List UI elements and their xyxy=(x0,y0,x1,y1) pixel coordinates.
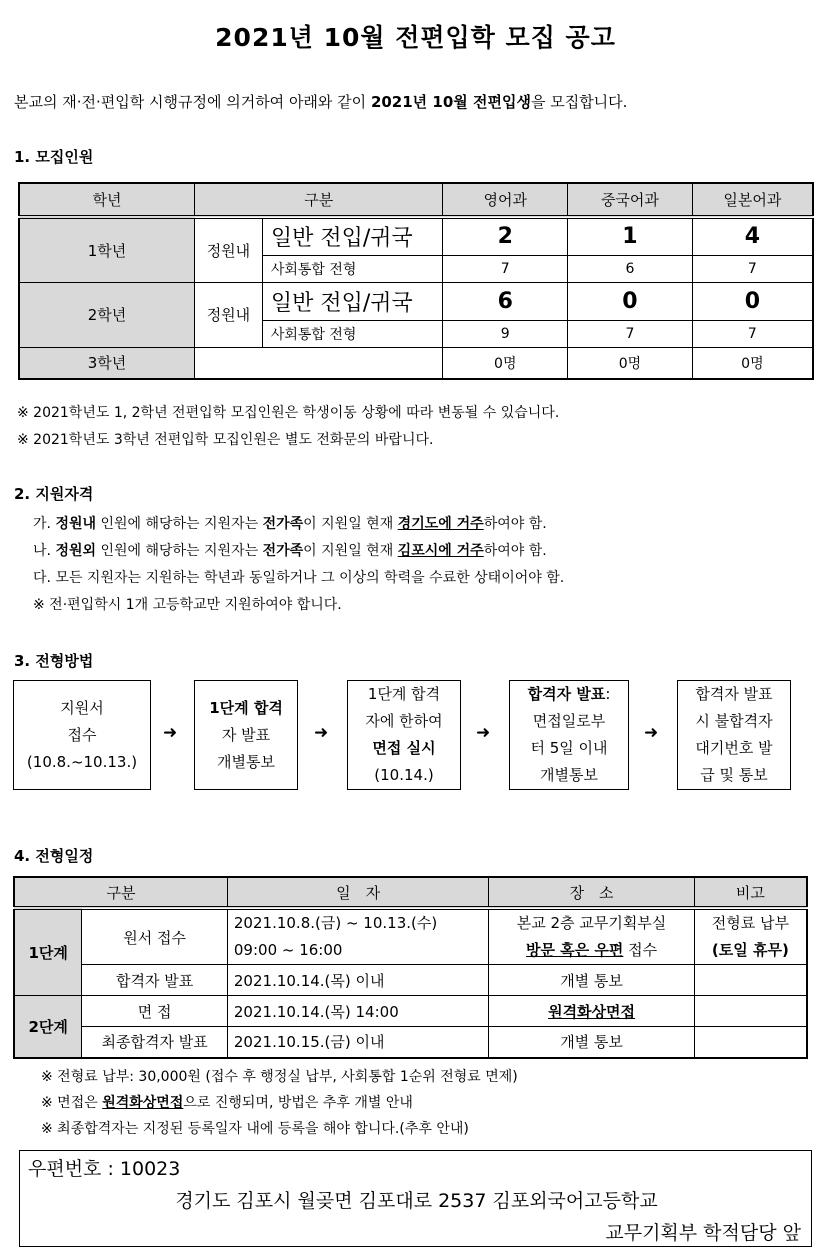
qualification-line-3: 다. 모든 지원자는 지원하는 학년과 동일하거나 그 이상의 학력을 수료한 상태이어야 함. xyxy=(33,570,565,586)
grade2-general-chinese: 0 xyxy=(568,282,693,320)
grade-1: 1학년 xyxy=(19,217,195,282)
process-box-3: 1단계 합격 자에 한하여 면접 실시 (10.14.) xyxy=(347,680,461,790)
section2-heading: 2. 지원자격 xyxy=(14,485,94,503)
header-chinese: 중국어과 xyxy=(568,183,693,217)
schedule-header-note: 비고 xyxy=(694,877,807,908)
grade2-social-english: 9 xyxy=(443,320,568,347)
grade-3: 3학년 xyxy=(19,347,195,379)
section1-heading: 1. 모집인원 xyxy=(14,148,94,166)
grade1-group: 정원내 xyxy=(195,217,263,282)
grade2-social-chinese: 7 xyxy=(568,320,693,347)
intro-pre: 본교의 재·전·편입학 시행규정에 의거하여 아래와 같이 xyxy=(14,93,371,111)
process-box-1: 지원서 접수 (10.8.~10.13.) xyxy=(13,680,151,790)
process-box-4: 합격자 발표: 면접일로부 터 5일 이내 개별통보 xyxy=(509,680,629,790)
application-date: 2021.10.8.(금) ~ 10.13.(수) 09:00 ~ 16:00 xyxy=(227,908,488,965)
application-note: 전형료 납부 (토일 휴무) xyxy=(694,908,807,965)
address-line: 경기도 김포시 월곶면 김포대로 2537 김포외국어고등학교 xyxy=(175,1190,658,1212)
section4-note-2: ※ 면접은 원격화상면접으로 진행되며, 방법은 추후 개별 안내 xyxy=(41,1095,413,1111)
grade1-social-chinese: 6 xyxy=(568,255,693,282)
section4-note-1: ※ 전형료 납부: 30,000원 (접수 후 행정실 납부, 사회통합 1순위 전형료 면제) xyxy=(41,1069,518,1085)
grade1-social-english: 7 xyxy=(443,255,568,282)
qualification-line-2: 나. 정원외 인원에 해당하는 지원자는 전가족이 지원일 현재 김포시에 거주하여야 함. xyxy=(33,543,547,559)
qualification-line-1: 가. 정원내 인원에 해당하는 지원자는 전가족이 지원일 현재 경기도에 거주하여야 함. xyxy=(33,516,547,532)
stage-1: 1단계 xyxy=(14,908,82,996)
grade2-social-japanese: 7 xyxy=(692,320,813,347)
final-date: 2021.10.15.(금) 이내 xyxy=(227,1027,488,1058)
grade3-chinese: 0명 xyxy=(568,347,693,379)
interview-label: 면 접 xyxy=(82,996,228,1027)
grade1-type-social: 사회통합 전형 xyxy=(262,255,443,282)
intro-post: 을 모집합니다. xyxy=(530,93,628,111)
process-box-2: 1단계 합격 자 발표 개별통보 xyxy=(194,680,298,790)
final-label: 최종합격자 발표 xyxy=(82,1027,228,1058)
header-category: 구분 xyxy=(195,183,443,217)
grade3-empty xyxy=(195,347,443,379)
zip-code: 우편번호 : 10023 xyxy=(28,1158,181,1180)
section4-note-3: ※ 최종합격자는 지정된 등록일자 내에 등록을 해야 합니다.(추후 안내) xyxy=(41,1121,469,1137)
interview-note xyxy=(694,996,807,1027)
header-grade: 학년 xyxy=(19,183,195,217)
grade2-general-japanese: 0 xyxy=(692,282,813,320)
section3-heading: 3. 전형방법 xyxy=(14,652,94,670)
grade3-english: 0명 xyxy=(443,347,568,379)
grade2-group: 정원내 xyxy=(195,282,263,347)
schedule-table xyxy=(13,876,808,1059)
arrow-icon: ➜ xyxy=(314,723,329,743)
grade1-general-chinese: 1 xyxy=(568,217,693,255)
final-place: 개별 통보 xyxy=(489,1027,694,1058)
header-japanese: 일본어과 xyxy=(692,183,813,217)
application-label: 원서 접수 xyxy=(82,908,228,965)
schedule-header-date: 일 자 xyxy=(227,877,488,908)
arrow-icon: ➜ xyxy=(163,723,178,743)
arrow-icon: ➜ xyxy=(476,723,491,743)
intro-bold: 2021년 10월 전편입생 xyxy=(370,93,531,111)
result1-note xyxy=(694,965,807,996)
result1-date: 2021.10.14.(목) 이내 xyxy=(227,965,488,996)
grade1-type-general: 일반 전입/귀국 xyxy=(262,217,443,255)
interview-place: 원격화상면접 xyxy=(489,996,694,1027)
application-place: 본교 2층 교무기획부실 방문 혹은 우편 접수 xyxy=(489,908,694,965)
grade1-general-japanese: 4 xyxy=(692,217,813,255)
schedule-header-category: 구분 xyxy=(14,877,227,908)
interview-date: 2021.10.14.(목) 14:00 xyxy=(227,996,488,1027)
final-note xyxy=(694,1027,807,1058)
grade2-general-english: 6 xyxy=(443,282,568,320)
page-title: 2021년 10월 전편입학 모집 공고 xyxy=(215,23,616,52)
recruitment-table xyxy=(18,182,814,380)
section4-heading: 4. 전형일정 xyxy=(14,847,94,865)
qualification-line-4: ※ 전·편입학시 1개 고등학교만 지원하여야 합니다. xyxy=(33,597,342,613)
result1-place: 개별 통보 xyxy=(489,965,694,996)
arrow-icon: ➜ xyxy=(644,723,659,743)
process-box-5: 합격자 발표 시 불합격자 대기번호 발 급 및 통보 xyxy=(677,680,791,790)
address-recipient: 교무기획부 학적담당 앞 xyxy=(605,1222,801,1244)
stage-2: 2단계 xyxy=(14,996,82,1058)
grade2-type-general: 일반 전입/귀국 xyxy=(262,282,443,320)
section1-note-2: ※ 2021학년도 3학년 전편입학 모집인원은 별도 전화문의 바랍니다. xyxy=(17,432,434,448)
schedule-header-place: 장 소 xyxy=(489,877,694,908)
grade1-general-english: 2 xyxy=(443,217,568,255)
section1-note-1: ※ 2021학년도 1, 2학년 전편입학 모집인원은 학생이동 상황에 따라 변동될 수 있습니다. xyxy=(17,405,560,421)
address-box xyxy=(19,1150,812,1247)
header-english: 영어과 xyxy=(443,183,568,217)
grade1-social-japanese: 7 xyxy=(692,255,813,282)
grade-2: 2학년 xyxy=(19,282,195,347)
grade3-japanese: 0명 xyxy=(692,347,813,379)
grade2-type-social: 사회통합 전형 xyxy=(262,320,443,347)
intro-text xyxy=(14,91,627,112)
result1-label: 합격자 발표 xyxy=(82,965,228,996)
